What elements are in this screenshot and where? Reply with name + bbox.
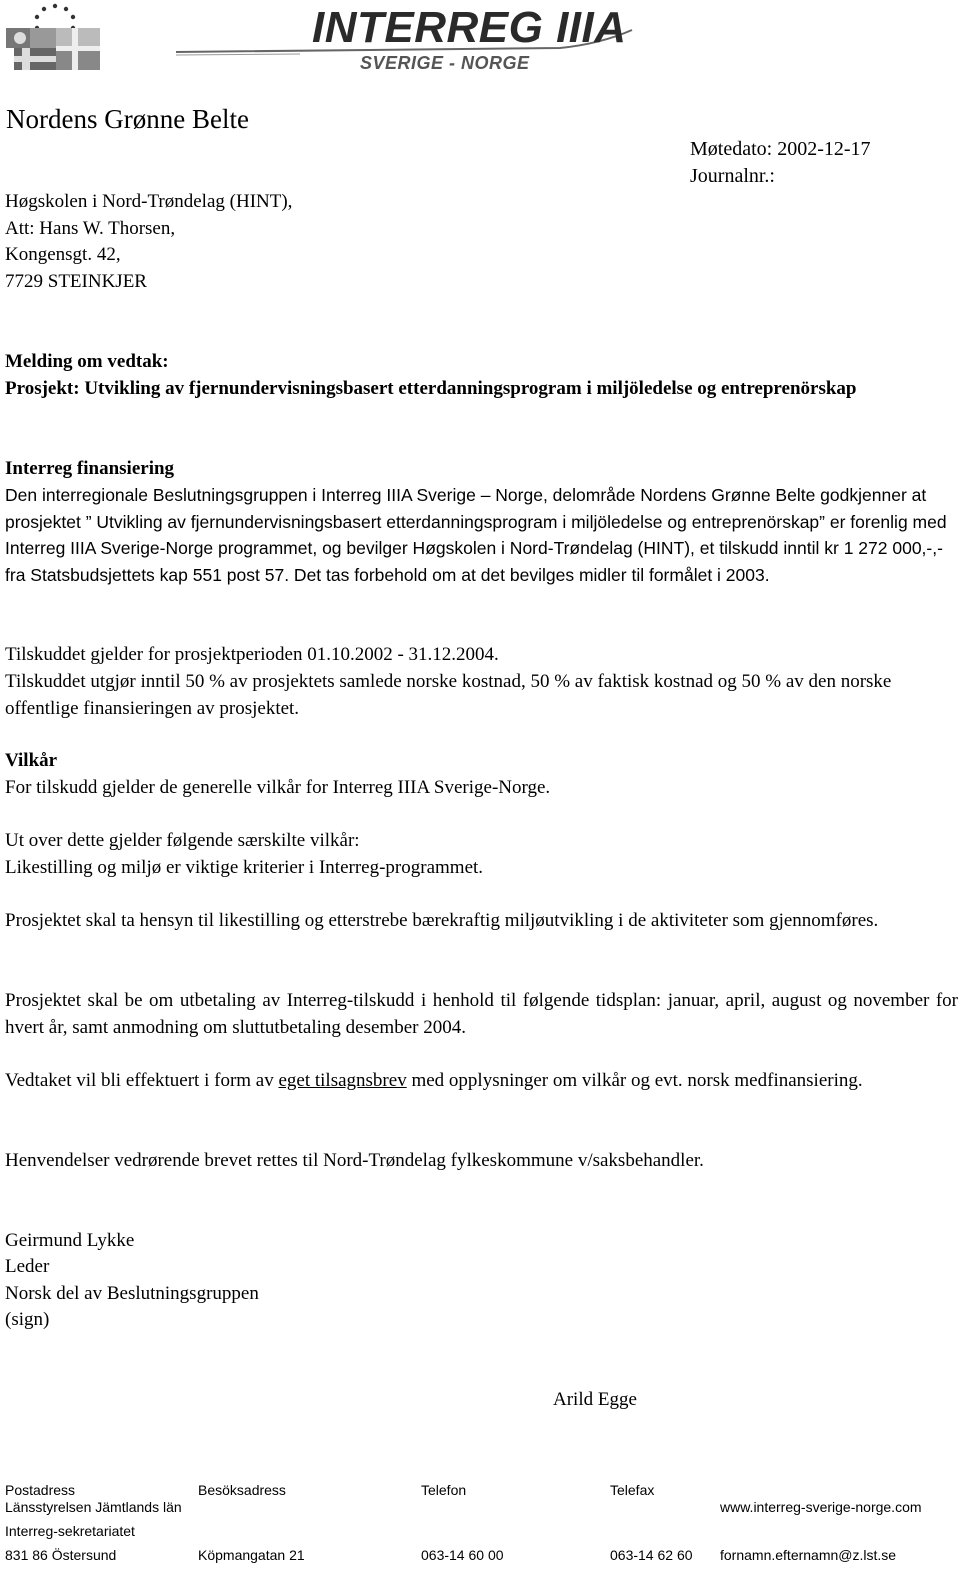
- special-condition-2: Prosjektet skal ta hensyn til likestilling og etterstrebe bærekraftig miljøutvikling i de aktiviteter som gjennomføres.: [5, 910, 879, 931]
- footer-phone: 063-14 60 00: [421, 1547, 504, 1563]
- payment-schedule: Prosjektet skal be om utbetaling av Interreg-tilskudd i henhold til følgende tidsplan: januar, april, august og november for hvert år, samt anmodning om sluttutbetaling desember 2004.: [5, 990, 958, 1038]
- signatory-name: Geirmund Lykke: [5, 1230, 135, 1251]
- effect-text-after: med opplysninger om vilkår og evt. norsk medfinansiering.: [411, 1070, 863, 1091]
- recipient-line-1: Høgskolen i Nord-Trøndelag (HINT),: [5, 191, 293, 212]
- meeting-date: Møtedato: 2002-12-17: [690, 138, 871, 160]
- footer-telefon-label: Telefon: [421, 1482, 467, 1498]
- document-title: Nordens Grønne Belte: [6, 104, 249, 134]
- recipient-line-3: Kongensgt. 42,: [5, 244, 121, 265]
- signature-mark: (sign): [5, 1309, 50, 1330]
- journal-number: Journalnr.:: [690, 165, 775, 187]
- financing-text: Den interregionale Beslutningsgruppen i Interreg IIIA Sverige – Norge, delområde Nordens Grønne Belte godkjenner at prosjektet ” Utvikling av fjernundervisningsbasert etterdanningsprogram i miljöledelse og entreprenörskap” er forenlig med Interreg IIIA Sverige-Norge programmet, og bevilger Høgskolen i Nord-Trøndelag (HINT), et tilskudd inntil kr 1 272 000,-,- fra Statsbudsjettets kap 551 post 57. Det tas forbehold om at det bevilges midler til formålet i 2003.: [5, 485, 947, 585]
- signatory-org: Norsk del av Beslutningsgruppen: [5, 1283, 259, 1304]
- funding-share: Tilskuddet utgjør inntil 50 % av prosjektets samlede norske kostnad, 50 % av faktisk kostnad og 50 % av den norske offentlige finansieringen av prosjektet.: [5, 671, 892, 719]
- effect-paragraph: [5, 1068, 955, 1095]
- contact-note: Henvendelser vedrørende brevet rettes til Nord-Trøndelag fylkeskommune v/saksbehandler.: [5, 1150, 704, 1171]
- footer-website[interactable]: www.interreg-sverige-norge.com: [720, 1499, 922, 1515]
- conditions-heading: Vilkår: [5, 750, 58, 771]
- effect-text-before: Vedtaket vil bli effektuert i form av: [5, 1070, 274, 1091]
- footer-email[interactable]: fornamn.efternamn@z.lst.se: [720, 1547, 897, 1563]
- header-logo: [0, 0, 640, 82]
- footer-telefax-label: Telefax: [610, 1482, 655, 1498]
- footer-besoksadress-label: Besöksadress: [198, 1482, 286, 1498]
- signatory-role: Leder: [5, 1256, 50, 1277]
- footer-org-line-1: Länsstyrelsen Jämtlands län: [5, 1499, 182, 1515]
- logo-title: INTERREG IIIA: [312, 3, 627, 52]
- footer-postadress-label: Postadress: [5, 1482, 76, 1498]
- project-name: Prosjekt: Utvikling av fjernundervisningsbasert etterdanningsprogram i miljöledelse og entreprenörskap: [5, 378, 857, 399]
- decision-heading: Melding om vedtak:: [5, 351, 169, 372]
- logo-subtitle: SVERIGE - NORGE: [360, 53, 530, 73]
- recipient-line-2: Att: Hans W. Thorsen,: [5, 218, 176, 239]
- project-period: Tilskuddet gjelder for prosjektperioden 01.10.2002 - 31.12.2004.: [5, 644, 499, 665]
- second-signatory: Arild Egge: [553, 1389, 637, 1410]
- general-conditions: For tilskudd gjelder de generelle vilkår for Interreg IIIA Sverige-Norge.: [5, 777, 551, 798]
- grant-letter-reference: eget tilsagnsbrev: [278, 1070, 407, 1091]
- footer-org-line-2: Interreg-sekretariatet: [5, 1523, 135, 1539]
- footer-fax: 063-14 62 60: [610, 1547, 693, 1563]
- recipient-line-4: 7729 STEINKJER: [5, 271, 147, 292]
- financing-heading: Interreg finansiering: [5, 458, 175, 479]
- special-conditions-intro: Ut over dette gjelder følgende særskilte vilkår:: [5, 830, 360, 851]
- footer-postal-address: 831 86 Östersund: [5, 1547, 117, 1563]
- special-condition-1: Likestilling og miljø er viktige kriterier i Interreg-programmet.: [5, 857, 484, 878]
- footer-street-address: Köpmangatan 21: [198, 1547, 305, 1563]
